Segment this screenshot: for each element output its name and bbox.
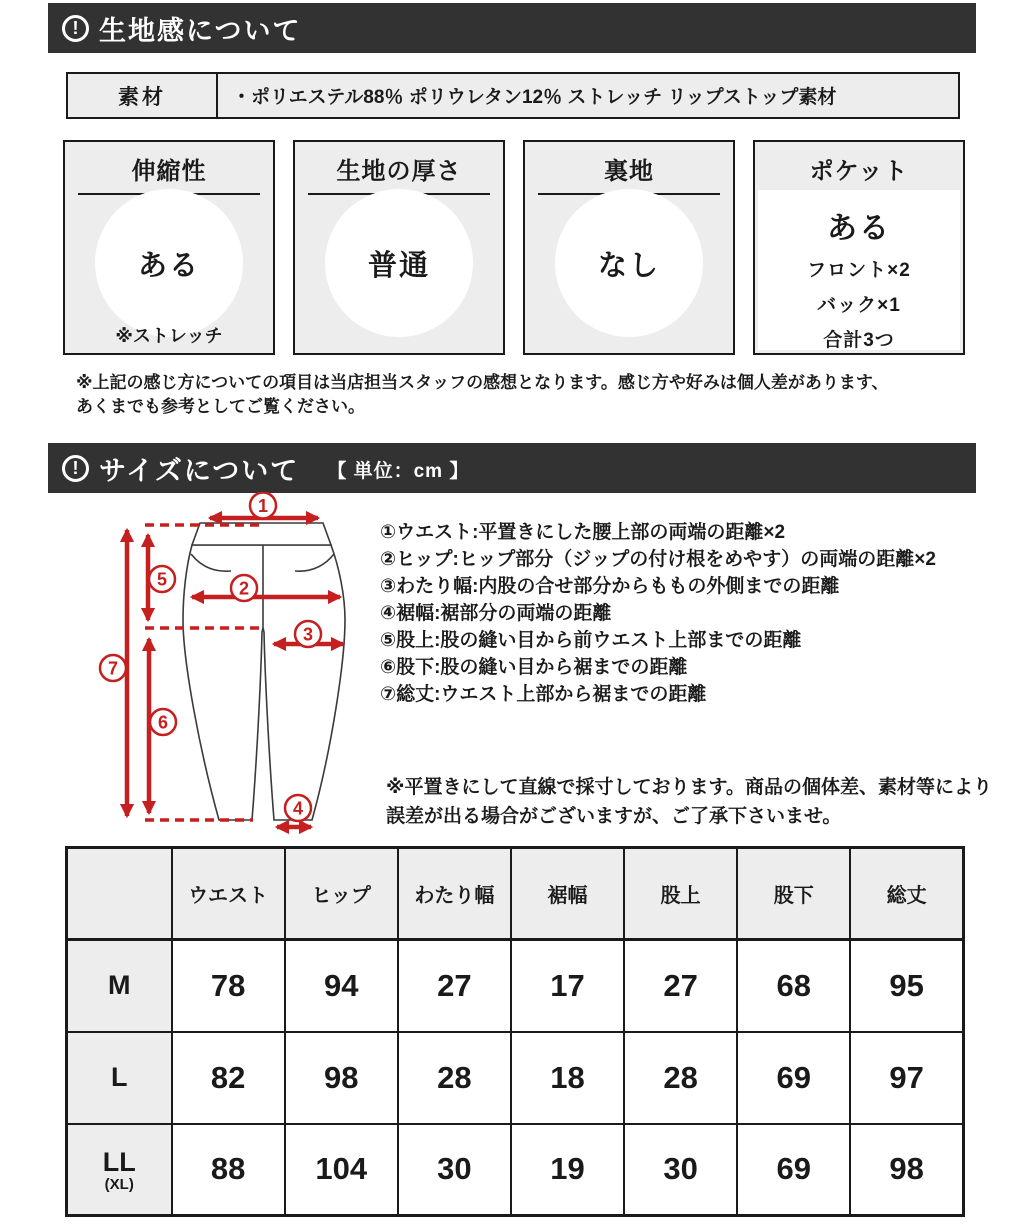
feature-value-badge: ある xyxy=(95,189,243,337)
fabric-disclaimer xyxy=(76,371,888,419)
pocket-detail: 合計3つ xyxy=(823,330,895,351)
feature-title: 裏地 xyxy=(538,151,720,195)
cell-value: 27 xyxy=(398,940,511,1032)
measure-point: ③わたり幅:内股の合せ部分からももの外側までの距離 xyxy=(380,576,840,597)
cell-value: 27 xyxy=(624,940,737,1032)
alert-icon: ! xyxy=(62,15,89,42)
material-label: 素材 xyxy=(68,74,218,117)
measure-point-list xyxy=(380,519,936,708)
cell-value: 94 xyxy=(285,940,398,1032)
feature-title: ポケット xyxy=(768,151,950,195)
cell-value: 95 xyxy=(850,940,963,1032)
size-table-header-row xyxy=(67,848,964,940)
cell-value: 69 xyxy=(737,1032,850,1124)
feature-title: 生地の厚さ xyxy=(308,151,490,195)
table-row-size-l xyxy=(67,1032,964,1124)
diagram-number-4 xyxy=(285,795,311,821)
svg-text:6: 6 xyxy=(157,712,169,733)
size-label: LL (XL) xyxy=(67,1124,172,1216)
column-header xyxy=(67,848,172,940)
diagram-number-7 xyxy=(100,655,126,681)
feature-box-pocket xyxy=(753,140,965,355)
diagram-number-2 xyxy=(231,575,257,601)
cell-value: 30 xyxy=(624,1124,737,1216)
column-header: ウエスト xyxy=(172,848,285,940)
size-label: M xyxy=(67,940,172,1032)
feature-box-stretch xyxy=(63,140,275,355)
svg-text:7: 7 xyxy=(107,658,119,679)
measure-note-line: 誤差が出る場合がございますが、ご了承下さいませ。 xyxy=(386,806,842,827)
diagram-number-5 xyxy=(149,566,175,592)
measure-note-line: ※平置きにして直線で採寸しております。商品の個体差、素材等により xyxy=(386,777,992,798)
column-header: 裾幅 xyxy=(511,848,624,940)
cell-value: 28 xyxy=(398,1032,511,1124)
column-header: 股上 xyxy=(624,848,737,940)
svg-text:5: 5 xyxy=(156,569,168,590)
pants-outline xyxy=(183,523,345,820)
table-row-size-ll xyxy=(67,1124,964,1216)
cell-value: 69 xyxy=(737,1124,850,1216)
pocket-detail-panel xyxy=(758,190,960,350)
measure-point: ⑥股下:股の縫い目から裾までの距離 xyxy=(380,657,688,678)
pocket-detail: フロント×2 xyxy=(807,260,911,281)
disclaimer-line: ※上記の感じ方についての項目は当店担当スタッフの感想となります。感じ方や好みは個人差があります、 xyxy=(76,373,889,392)
column-header: ヒップ xyxy=(285,848,398,940)
cell-value: 30 xyxy=(398,1124,511,1216)
fabric-section-header xyxy=(48,3,976,53)
size-section-header xyxy=(48,443,976,493)
cell-value: 88 xyxy=(172,1124,285,1216)
feature-title: 伸縮性 xyxy=(78,151,260,195)
cell-value: 97 xyxy=(850,1032,963,1124)
cell-value: 98 xyxy=(850,1124,963,1216)
diagram-number-1 xyxy=(250,493,276,519)
material-row xyxy=(66,72,960,119)
pocket-detail: バック×1 xyxy=(817,295,901,316)
column-header: 股下 xyxy=(737,848,850,940)
size-label: L xyxy=(67,1032,172,1124)
measure-note xyxy=(386,773,992,831)
diagram-number-6 xyxy=(150,709,176,735)
cell-value: 68 xyxy=(737,940,850,1032)
feature-box-lining xyxy=(523,140,735,355)
feature-value-badge: なし xyxy=(555,189,703,337)
material-value: ・ポリエステル88％ ポリウレタン12％ ストレッチ リップストップ素材 xyxy=(232,87,837,108)
feature-box-thickness xyxy=(293,140,505,355)
measure-point: ④裾幅:裾部分の両端の距離 xyxy=(380,603,612,624)
fabric-section-title: 生地感について xyxy=(99,15,302,46)
alert-icon: ! xyxy=(62,455,89,482)
cell-value: 19 xyxy=(511,1124,624,1216)
size-table xyxy=(65,846,965,1217)
column-header: 総丈 xyxy=(850,848,963,940)
cell-value: 82 xyxy=(172,1032,285,1124)
feature-note: ※ストレッチ xyxy=(115,326,223,346)
cell-value: 78 xyxy=(172,940,285,1032)
svg-text:3: 3 xyxy=(302,624,314,645)
cell-value: 104 xyxy=(285,1124,398,1216)
disclaimer-line: あくまでも参考としてご覧ください。 xyxy=(76,397,365,416)
cell-value: 98 xyxy=(285,1032,398,1124)
diagram-number-3 xyxy=(295,621,321,647)
cell-value: 28 xyxy=(624,1032,737,1124)
svg-text:2: 2 xyxy=(238,578,250,599)
feature-value-badge: 普通 xyxy=(325,189,473,337)
column-header: わたり幅 xyxy=(398,848,511,940)
feature-value: ある xyxy=(827,212,891,245)
size-section-title: サイズについて xyxy=(99,455,300,486)
cell-value: 17 xyxy=(511,940,624,1032)
svg-text:4: 4 xyxy=(292,798,304,819)
table-row-size-m xyxy=(67,940,964,1032)
measure-point: ①ウエスト:平置きにした腰上部の両端の距離×2 xyxy=(380,522,786,543)
size-diagram xyxy=(95,492,380,844)
measure-point: ⑦総丈:ウエスト上部から裾までの距離 xyxy=(380,684,707,705)
measure-point: ②ヒップ:ヒップ部分（ジップの付け根をめやす）の両端の距離×2 xyxy=(380,549,936,570)
svg-text:1: 1 xyxy=(257,496,269,516)
cell-value: 18 xyxy=(511,1032,624,1124)
measure-point: ⑤股上:股の縫い目から前ウエスト上部までの距離 xyxy=(380,630,802,651)
unit-label: 【 単位：cm 】 xyxy=(327,460,470,482)
